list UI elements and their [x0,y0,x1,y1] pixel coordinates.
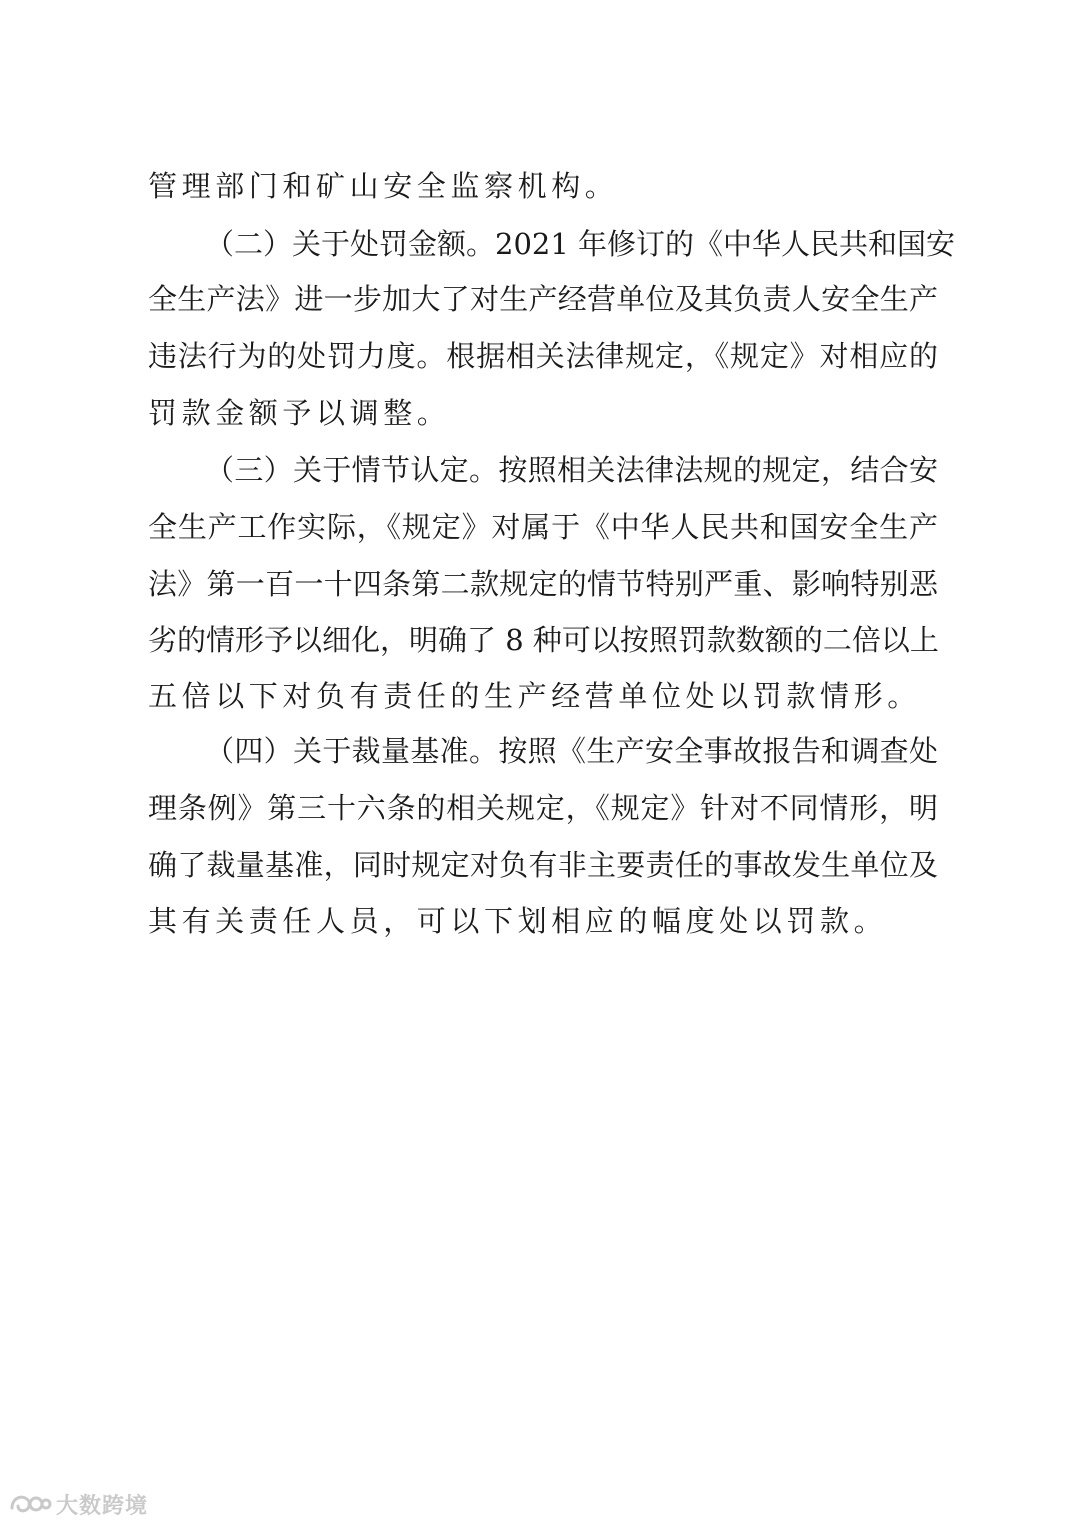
paragraph-line: 罚款金额予以调整。 [148,396,451,430]
logo-icon [8,1490,52,1518]
paragraph-line: 劣的情形予以细化，明确了 8 种可以按照罚款数额的二倍以上 [148,623,939,657]
paragraph-line: 法》第一百一十四条第二款规定的情节特别严重、影响特别恶 [148,567,938,601]
watermark [8,1488,148,1520]
paragraph-line: 其有关责任人员，可以下划相应的幅度处以罚款。 [148,904,888,938]
paragraph-line: 全生产法》进一步加大了对生产经营单位及其负责人安全生产 [148,282,938,316]
paragraph-line: （四）关于裁量基准。按照《生产安全事故报告和调查处 [205,734,938,768]
paragraph-line: 理条例》第三十六条的相关规定，《规定》针对不同情形，明 [148,791,938,825]
paragraph-line: 违法行为的处罚力度。根据相关法律规定，《规定》对相应的 [148,339,938,373]
watermark-text: 大数跨境 [56,1493,149,1519]
paragraph-line: 全生产工作实际，《规定》对属于《中华人民共和国安全生产 [148,510,938,544]
paragraph-line: 五倍以下对负有责任的生产经营单位处以罚款情形。 [148,679,921,713]
paragraph-line: 管理部门和矿山安全监察机构。 [148,169,619,203]
paragraph-line: 确了裁量基准，同时规定对负有非主要责任的事故发生单位及 [148,848,938,882]
paragraph-line: （三）关于情节认定。按照相关法律法规的规定，结合安 [205,453,938,487]
paragraph-line: （二）关于处罚金额。2021 年修订的《中华人民共和国安 [205,227,956,261]
